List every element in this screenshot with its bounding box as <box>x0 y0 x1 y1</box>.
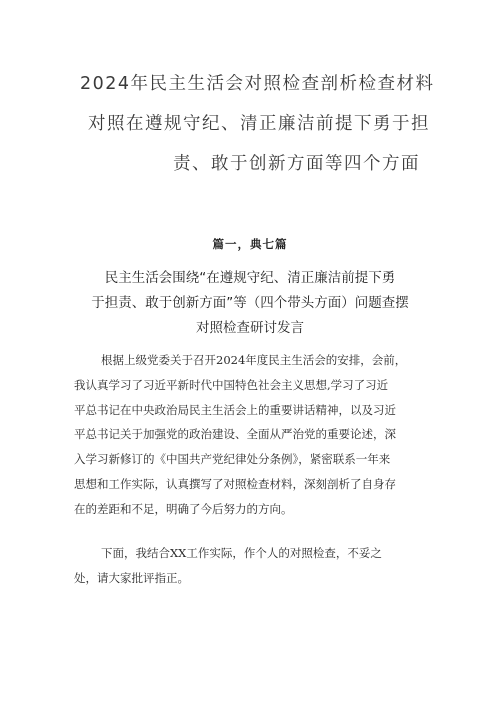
body-paragraph-1 <box>74 348 430 522</box>
paragraph-1-line-4: 平总书记关于加强党的政治建设、全面从严治党的重要论述，深 <box>74 427 396 442</box>
speech-title <box>60 266 440 341</box>
section-heading: 篇一，典七篇 <box>212 237 288 251</box>
speech-title-line-1: 民主生活会围绕“在遵规守纪、清正廉洁前提下勇 <box>104 270 396 286</box>
paragraph-1-line-3: 平总书记在中央政治局民主生活会上的重要讲话精神，以及习近 <box>74 402 396 417</box>
speech-title-line-3: 对照检查研讨发言 <box>196 320 304 336</box>
document-title-line-1: 2024年民主生活会对照检查剖析检查材料 <box>80 74 435 94</box>
paragraph-1-line-1: 根据上级党委关于召开2024年度民主生活会的安排，会前， <box>101 353 407 367</box>
paragraph-2-line-1: 下面，我结合XX工作实际，作个人的对照检查，不妥之 <box>101 546 382 560</box>
speech-title-line-2: 于担责、敢于创新方面”等（四个带头方面）问题查摆 <box>91 295 409 311</box>
document-title <box>80 64 435 184</box>
body-paragraph-2 <box>74 541 430 591</box>
paragraph-2-line-2: 处，请大家批评指正。 <box>74 570 189 585</box>
document-title-line-2: 对照在遵规守纪、清正廉洁前提下勇于担 <box>88 114 430 134</box>
paragraph-1-line-7: 在的差距和不足，明确了今后努力的方向。 <box>74 501 293 516</box>
paragraph-1-line-6: 思想和工作实际，认真撰写了对照检查材料，深刻剖析了自身存 <box>74 476 396 491</box>
paragraph-1-line-5: 入学习新修订的《中国共产党纪律处分条例》，紧密联系一年来 <box>74 452 391 467</box>
paragraph-1-line-2: 我认真学习了习近平新时代中国特色社会主义思想,学习了习近 <box>74 377 389 392</box>
document-title-line-3: 责、敢于创新方面等四个方面 <box>173 154 420 174</box>
